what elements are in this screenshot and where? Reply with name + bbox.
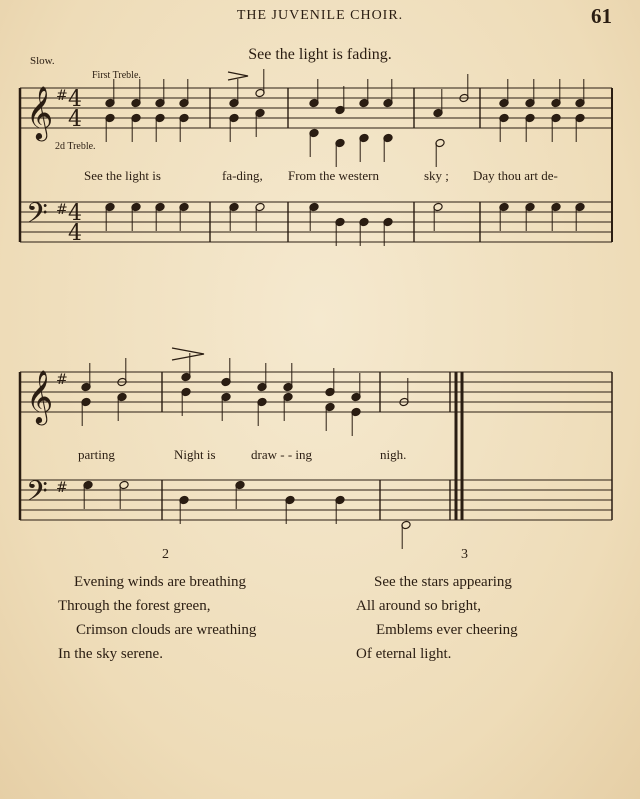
lyric-syllable: draw - - ing (251, 447, 313, 462)
page-number: 61 (591, 4, 612, 28)
key-signature-sharp: # (56, 372, 68, 388)
key-signature-sharp: # (56, 88, 68, 104)
bass-clef-icon: 𝄢 (26, 475, 48, 515)
verse-line: See the stars appearing (374, 574, 512, 590)
lyric-syllable: parting (78, 447, 115, 462)
song-title: See the light is fading. (248, 46, 392, 63)
lyric-syllable: Day thou art de- (473, 168, 558, 183)
accent-mark (228, 72, 248, 80)
verse-line: In the sky serene. (58, 646, 163, 662)
lyric-syllable: sky ; (424, 168, 449, 183)
lyric-syllable: Night is (174, 447, 216, 462)
verse-line: Emblems ever cheering (376, 622, 518, 638)
tempo-marking: Slow. (30, 55, 55, 67)
verse-line: Through the forest green, (58, 598, 211, 614)
lyric-syllable: See the light is (84, 168, 161, 183)
lyric-syllable: nigh. (380, 447, 407, 462)
treble-clef-icon: 𝄞 (26, 85, 54, 139)
treble-clef-icon: 𝄞 (26, 369, 54, 423)
lyric-syllable: From the western (288, 168, 379, 183)
verse-number: 2 (162, 547, 169, 562)
key-signature-sharp: # (56, 480, 68, 496)
bass-clef-icon: 𝄢 (26, 197, 48, 237)
key-signature-sharp: # (56, 202, 68, 218)
verse-line: Crimson clouds are wreathing (76, 622, 257, 638)
time-signature: 4 (68, 87, 82, 112)
accent-mark (172, 348, 204, 360)
lyric-syllable: fa-ding, (222, 168, 263, 183)
part-label-first: First Treble. (92, 70, 141, 81)
book-title: THE JUVENILE CHOIR. (236, 8, 404, 23)
part-label-second: 2d Treble. (55, 141, 96, 152)
time-signature: 4 (68, 107, 82, 132)
time-signature: 4 (68, 221, 82, 246)
verse-line: Evening winds are breathing (74, 574, 247, 590)
verse-number: 3 (461, 547, 468, 562)
verse-line: All around so bright, (356, 598, 481, 614)
time-signature: 4 (68, 201, 82, 226)
verse-line: Of eternal light. (356, 646, 452, 662)
